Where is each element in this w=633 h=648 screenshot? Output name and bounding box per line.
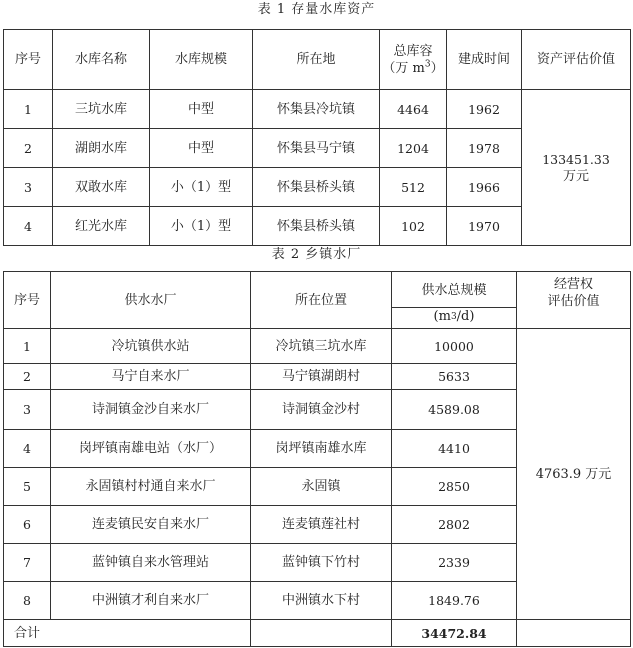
total-row	[4, 620, 631, 647]
cell-location: 怀集县冷坑镇	[253, 90, 380, 129]
header-reservoir-scale: 水库规模	[150, 30, 253, 90]
total-empty-cell	[251, 620, 392, 647]
header-location: 所在位置	[251, 272, 392, 329]
cell-supply-scale: 2802	[392, 506, 517, 544]
table2-header-row	[4, 272, 631, 329]
header-water-plant: 供水水厂	[51, 272, 251, 329]
cell-seq: 4	[4, 430, 51, 468]
cell-water-plant: 岗坪镇南雄电站（水厂）	[51, 430, 251, 468]
cell-seq: 2	[4, 129, 53, 168]
cell-capacity: 102	[380, 207, 447, 246]
cell-capacity: 4464	[380, 90, 447, 129]
cell-location: 诗洞镇金沙村	[251, 390, 392, 430]
table1-caption: 表 1 存量水库资产	[257, 2, 376, 17]
header-built-year: 建成时间	[447, 30, 522, 90]
cell-seq: 1	[4, 329, 51, 364]
cell-operating-right-value: 4763.9 万元	[517, 329, 631, 620]
header-reservoir-name: 水库名称	[53, 30, 150, 90]
header-seq: 序号	[4, 272, 51, 329]
water-plants-table	[3, 271, 631, 647]
cell-reservoir-name: 三坑水库	[53, 90, 150, 129]
cell-year: 1978	[447, 129, 522, 168]
cell-scale: 中型	[150, 90, 253, 129]
header-seq: 序号	[4, 30, 53, 90]
cell-seq: 3	[4, 390, 51, 430]
cell-location: 连麦镇莲社村	[251, 506, 392, 544]
cell-supply-scale: 2339	[392, 544, 517, 582]
cell-water-plant: 马宁自来水厂	[51, 364, 251, 390]
header-supply-scale-unit: (m 3 /d)	[433, 309, 475, 324]
cell-location: 怀集县马宁镇	[253, 129, 380, 168]
cell-seq: 6	[4, 506, 51, 544]
cell-reservoir-name: 红光水库	[53, 207, 150, 246]
cell-scale: 小（1）型	[150, 207, 253, 246]
cell-supply-scale: 2850	[392, 468, 517, 506]
cell-water-plant: 连麦镇民安自来水厂	[51, 506, 251, 544]
header-capacity-unit: （万 $m^3$）	[382, 59, 444, 76]
cell-water-plant: 诗洞镇金沙自来水厂	[51, 390, 251, 430]
cell-seq: 4	[4, 207, 53, 246]
header-total-capacity	[380, 30, 447, 90]
cell-capacity: 512	[380, 168, 447, 207]
cell-year: 1962	[447, 90, 522, 129]
cell-location: 蓝钟镇下竹村	[251, 544, 392, 582]
cell-location: 怀集县桥头镇	[253, 207, 380, 246]
header-value-line2: 评估价值	[547, 294, 600, 309]
cell-location: 中洲镇水下村	[251, 582, 392, 620]
header-operating-right-value	[517, 272, 631, 329]
cell-scale: 中型	[150, 129, 253, 168]
cell-asset-value	[522, 90, 631, 246]
header-location: 所在地	[253, 30, 380, 90]
asset-value-unit: 万元	[562, 168, 589, 184]
cell-supply-scale: 1849.76	[392, 582, 517, 620]
cell-location: 岗坪镇南雄水库	[251, 430, 392, 468]
cell-location: 怀集县桥头镇	[253, 168, 380, 207]
cell-location: 冷坑镇三坑水库	[251, 329, 392, 364]
cell-water-plant: 永固镇村村通自来水厂	[51, 468, 251, 506]
total-label: 合计	[4, 620, 251, 647]
cell-seq: 7	[4, 544, 51, 582]
header-capacity-label: 总库容	[393, 43, 433, 59]
cell-water-plant: 蓝钟镇自来水管理站	[51, 544, 251, 582]
reservoir-assets-table	[3, 29, 631, 246]
cell-capacity: 1204	[380, 129, 447, 168]
header-supply-scale-label: 供水总规模	[392, 275, 516, 308]
table-row	[4, 329, 631, 364]
cell-supply-scale: 5633	[392, 364, 517, 390]
cell-reservoir-name: 湖朗水库	[53, 129, 150, 168]
cell-supply-scale: 10000	[392, 329, 517, 364]
cell-seq: 2	[4, 364, 51, 390]
cell-water-plant: 中洲镇才利自来水厂	[51, 582, 251, 620]
table1-header-row	[4, 30, 631, 90]
cell-supply-scale: 4589.08	[392, 390, 517, 430]
cell-seq: 5	[4, 468, 51, 506]
cell-seq: 1	[4, 90, 53, 129]
asset-value-amount: 133451.33	[542, 151, 610, 167]
cell-location: 马宁镇湖朗村	[251, 364, 392, 390]
cell-location: 永固镇	[251, 468, 392, 506]
header-supply-scale	[392, 272, 517, 329]
cell-reservoir-name: 双敢水库	[53, 168, 150, 207]
total-empty-value-cell	[517, 620, 631, 647]
table-row	[4, 90, 631, 129]
cell-scale: 小（1）型	[150, 168, 253, 207]
total-value: 34472.84	[392, 620, 517, 647]
table2-caption: 表 2 乡镇水厂	[271, 247, 362, 262]
cell-seq: 3	[4, 168, 53, 207]
header-value-line1: 经营权	[553, 277, 593, 292]
cell-water-plant: 冷坑镇供水站	[51, 329, 251, 364]
header-asset-value: 资产评估价值	[522, 30, 631, 90]
cell-year: 1970	[447, 207, 522, 246]
cell-supply-scale: 4410	[392, 430, 517, 468]
cell-seq: 8	[4, 582, 51, 620]
cell-year: 1966	[447, 168, 522, 207]
